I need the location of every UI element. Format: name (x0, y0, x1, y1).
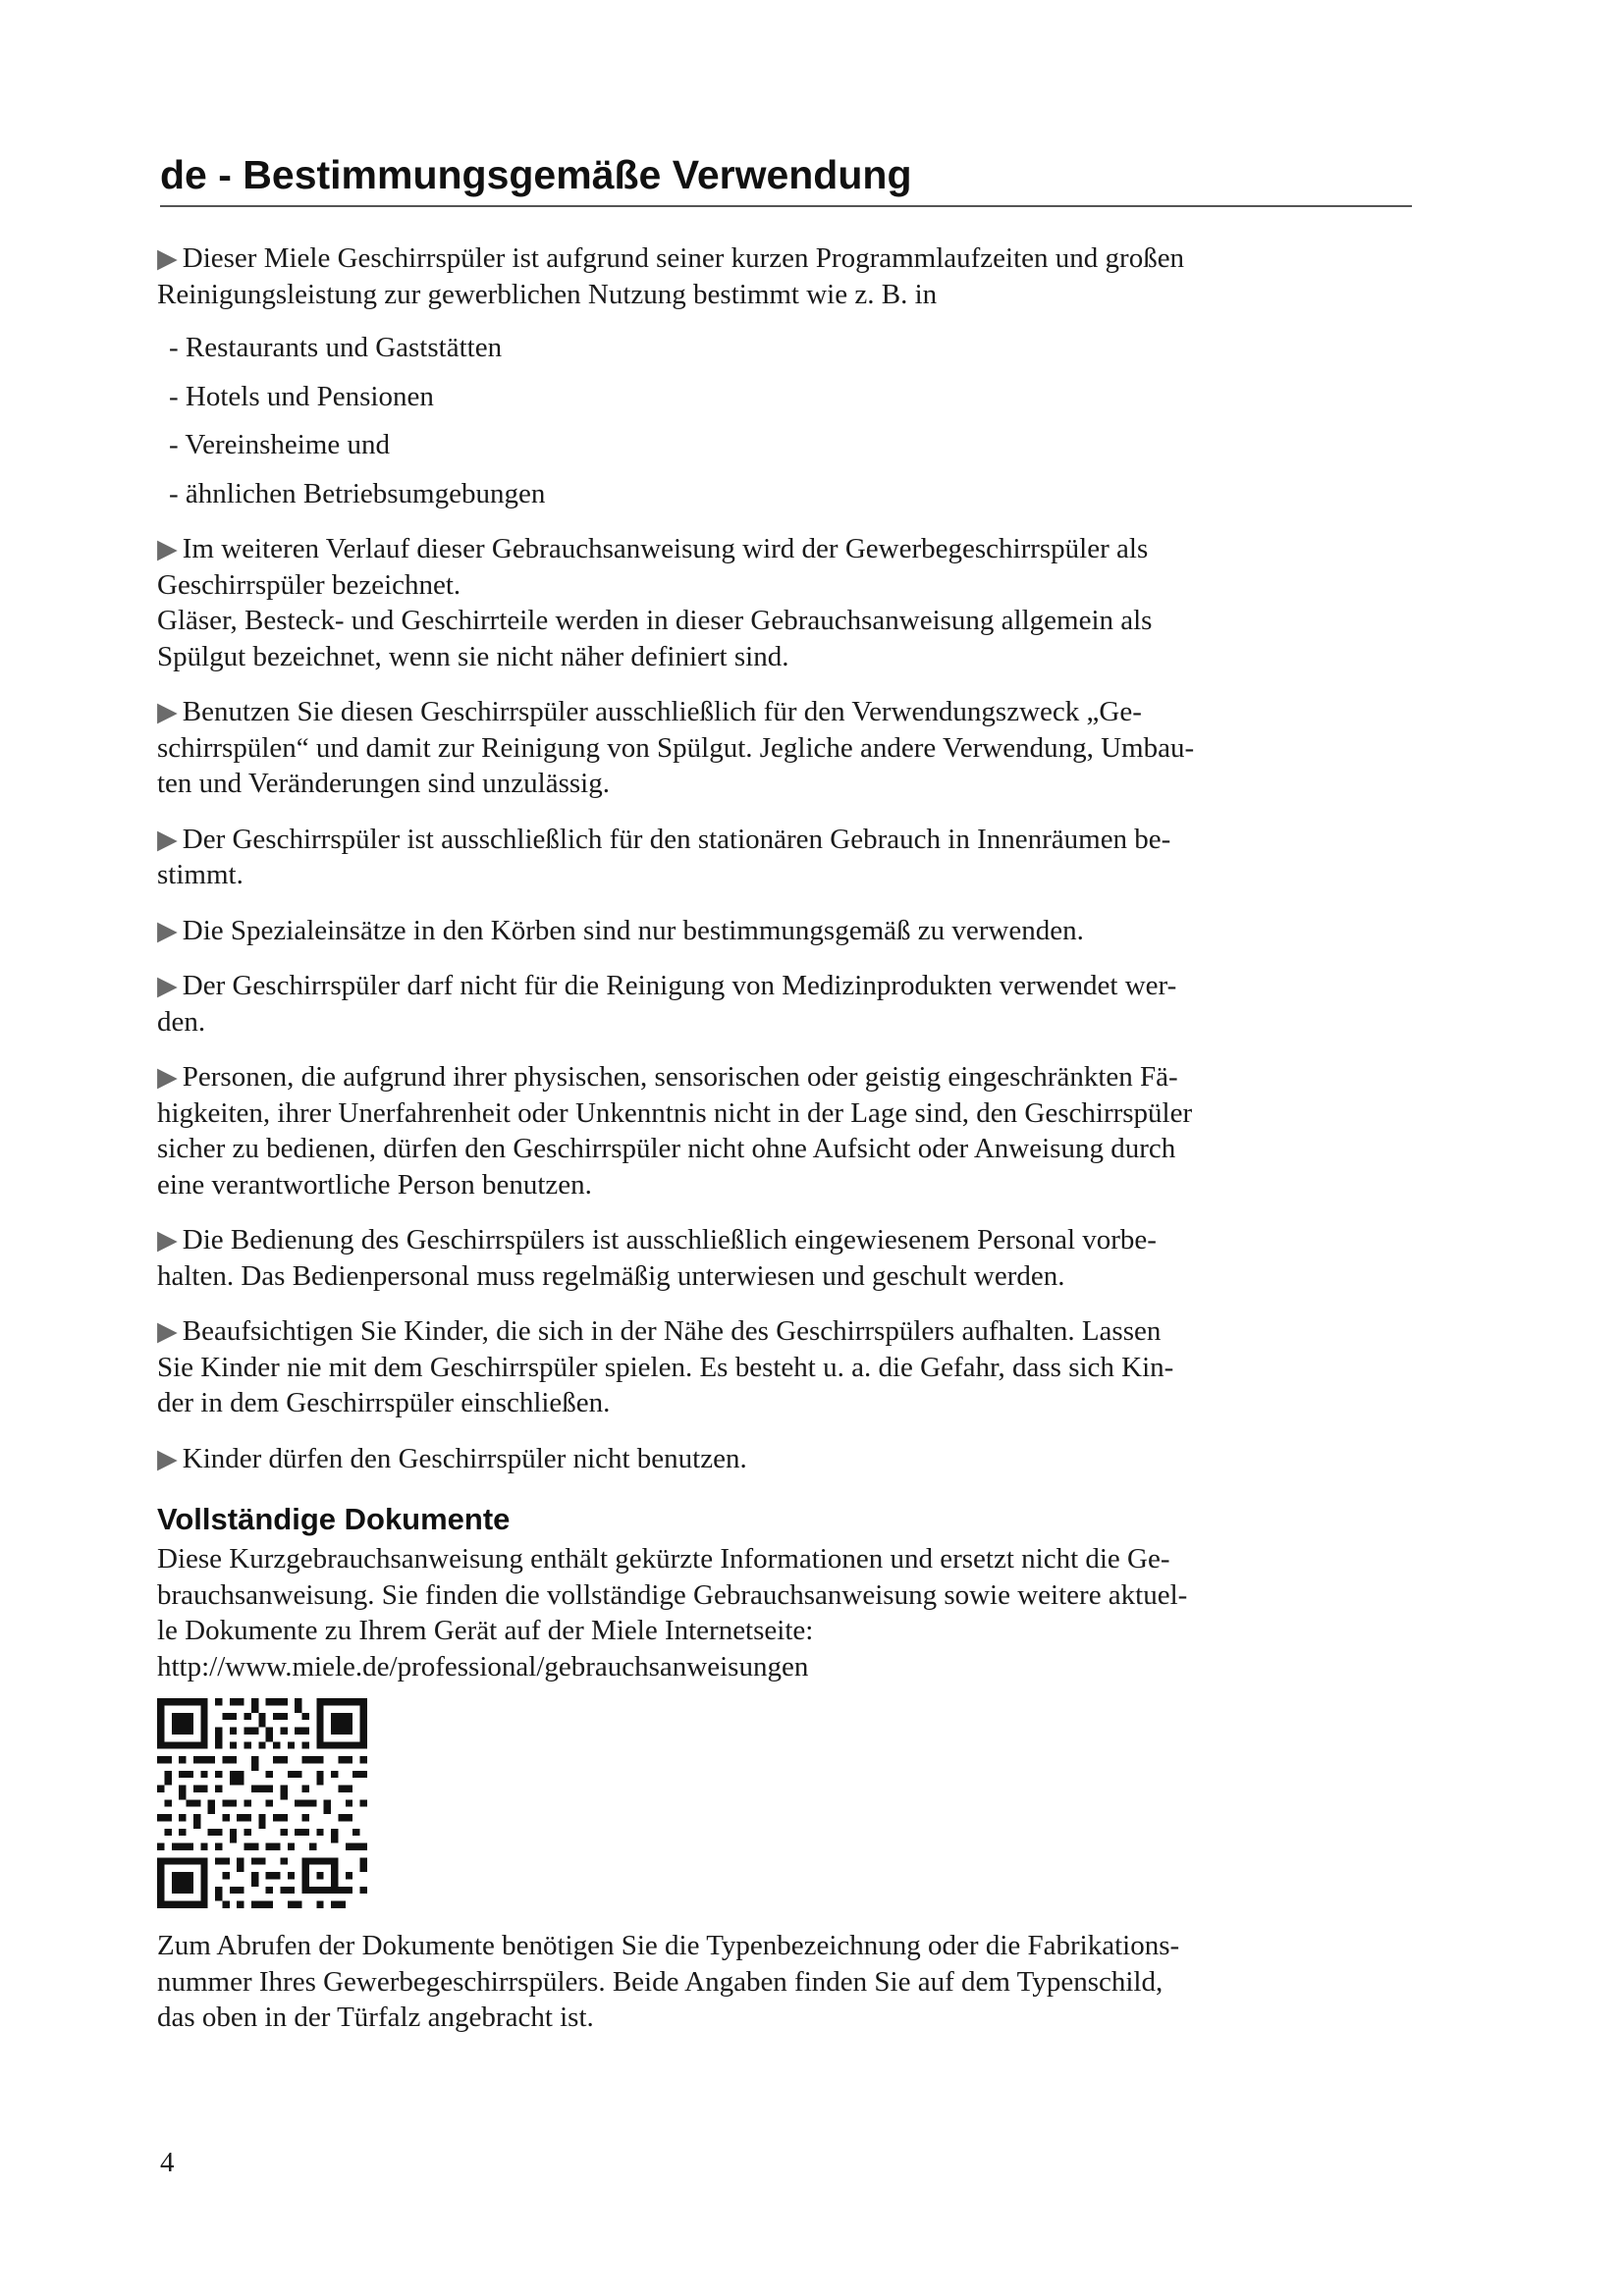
text-line: sicher zu bedienen, dürfen den Geschirrspüler nicht ohne Aufsicht oder Anweisung durch (157, 1133, 1176, 1164)
text-line: le Dokumente zu Ihrem Gerät auf der Miele Internetseite: (157, 1615, 814, 1646)
text-line: schirrspülen“ und damit zur Reinigung von Spülgut. Jegliche andere Verwendung, Umbau- (157, 731, 1195, 764)
text-line: higkeiten, ihrer Unerfahrenheit oder Unkenntnis nicht in der Lage sind, den Geschirrspüler (157, 1096, 1193, 1129)
text-line: brauchsanweisung. Sie finden die vollständige Gebrauchsanweisung sowie weitere aktuel- (157, 1578, 1188, 1611)
documents-paragraph (157, 1541, 1296, 1684)
triangle-right-icon: ▶ (157, 915, 178, 945)
triangle-right-icon: ▶ (157, 1225, 178, 1255)
qr-code-icon (157, 1698, 367, 1908)
text-line: nummer Ihres Gewerbegeschirrspülers. Beide Angaben finden Sie auf dem Typenschild, (157, 1965, 1164, 1998)
text-line: Im weiteren Verlauf dieser Gebrauchsanweisung wird der Gewerbegeschirrspüler als (182, 533, 1149, 564)
text-line: Der Geschirrspüler darf nicht für die Reinigung von Medizinprodukten verwendet wer- (182, 970, 1177, 1001)
text-line: Personen, die aufgrund ihrer physischen, sensorischen oder geistig eingeschränkten Fä- (182, 1061, 1178, 1093)
list-item: - Hotels und Pensionen (169, 380, 434, 412)
triangle-right-icon: ▶ (157, 1443, 178, 1473)
triangle-right-icon: ▶ (157, 824, 178, 854)
text-line: Sie Kinder nie mit dem Geschirrspüler spielen. Es besteht u. a. die Gefahr, dass sich Kin- (157, 1351, 1174, 1383)
children-paragraph (157, 1441, 1296, 1477)
text-line: Reinigungsleistung zur gewerblichen Nutzung bestimmt wie z. B. in (157, 278, 938, 310)
text-line: halten. Das Bedienpersonal muss regelmäßig unterwiesen und geschult werden. (157, 1259, 1065, 1292)
text-line: Beaufsichtigen Sie Kinder, die sich in der Nähe des Geschirrspülers aufhalten. Lassen (182, 1315, 1162, 1347)
text-line: Diese Kurzgebrauchsanweisung enthält gekürzte Informationen und ersetzt nicht die Ge- (157, 1543, 1170, 1575)
special-inserts-paragraph (157, 913, 1296, 949)
text-line: Zum Abrufen der Dokumente benötigen Sie die Typenbezeichnung oder die Fabrikations- (157, 1930, 1180, 1961)
intro-paragraph (157, 240, 1296, 312)
text-line: Kinder dürfen den Geschirrspüler nicht benutzen. (182, 1442, 747, 1474)
text-line: Benutzen Sie diesen Geschirrspüler ausschließlich für den Verwendungszweck „Ge- (182, 696, 1142, 727)
triangle-right-icon: ▶ (157, 534, 178, 563)
text-line: Die Bedienung des Geschirrspülers ist ausschließlich eingewiesenem Personal vorbe- (182, 1224, 1157, 1255)
retrieve-paragraph (157, 1928, 1296, 2036)
list-item: - Vereinsheime und (169, 429, 390, 460)
text-line: stimmt. (157, 859, 244, 890)
triangle-right-icon: ▶ (157, 971, 178, 1000)
list-item: - Restaurants und Gaststätten (169, 332, 503, 363)
text-line: das oben in der Türfalz angebracht ist. (157, 2002, 594, 2033)
indoor-use-paragraph (157, 822, 1296, 893)
text-line: eine verantwortliche Person benutzen. (157, 1168, 592, 1201)
text-line: Der Geschirrspüler ist ausschließlich für den stationären Gebrauch in Innenräumen be- (182, 823, 1171, 855)
section-heading: Vollständige Dokumente (157, 1502, 511, 1536)
text-line: ten und Veränderungen sind unzulässig. (157, 768, 610, 799)
text-line: den. (157, 1005, 206, 1038)
text-line: Gläser, Besteck- und Geschirrteile werden in dieser Gebrauchsanweisung allgemein als (157, 605, 1153, 636)
text-line: der in dem Geschirrspüler einschließen. (157, 1387, 611, 1418)
persons-paragraph (157, 1059, 1296, 1202)
terminology-paragraph (157, 531, 1296, 674)
list-item: - ähnlichen Betriebsumgebungen (169, 477, 546, 509)
usage-list (169, 330, 1296, 511)
staff-paragraph (157, 1222, 1296, 1294)
content-body (157, 240, 1296, 2036)
page-title: de - Bestimmungsgemäße Verwendung (160, 147, 1412, 207)
medical-products-paragraph (157, 968, 1296, 1040)
text-line: Spülgut bezeichnet, wenn sie nicht näher definiert sind. (157, 640, 789, 672)
text-line: Geschirrspüler bezeichnet. (157, 568, 461, 601)
page-number: 4 (160, 2147, 175, 2178)
text-line: Dieser Miele Geschirrspüler ist aufgrund seiner kurzen Programmlaufzeiten und großen (182, 242, 1185, 274)
purpose-paragraph (157, 694, 1296, 802)
supervise-children-paragraph (157, 1313, 1296, 1421)
documents-url-link[interactable]: http://www.miele.de/professional/gebrauchsanweisungen (157, 1650, 809, 1682)
triangle-right-icon: ▶ (157, 1062, 178, 1092)
triangle-right-icon: ▶ (157, 243, 178, 273)
text-line: Die Spezialeinsätze in den Körben sind nur bestimmungsgemäß zu verwenden. (182, 914, 1084, 946)
triangle-right-icon: ▶ (157, 1316, 178, 1346)
triangle-right-icon: ▶ (157, 697, 178, 726)
